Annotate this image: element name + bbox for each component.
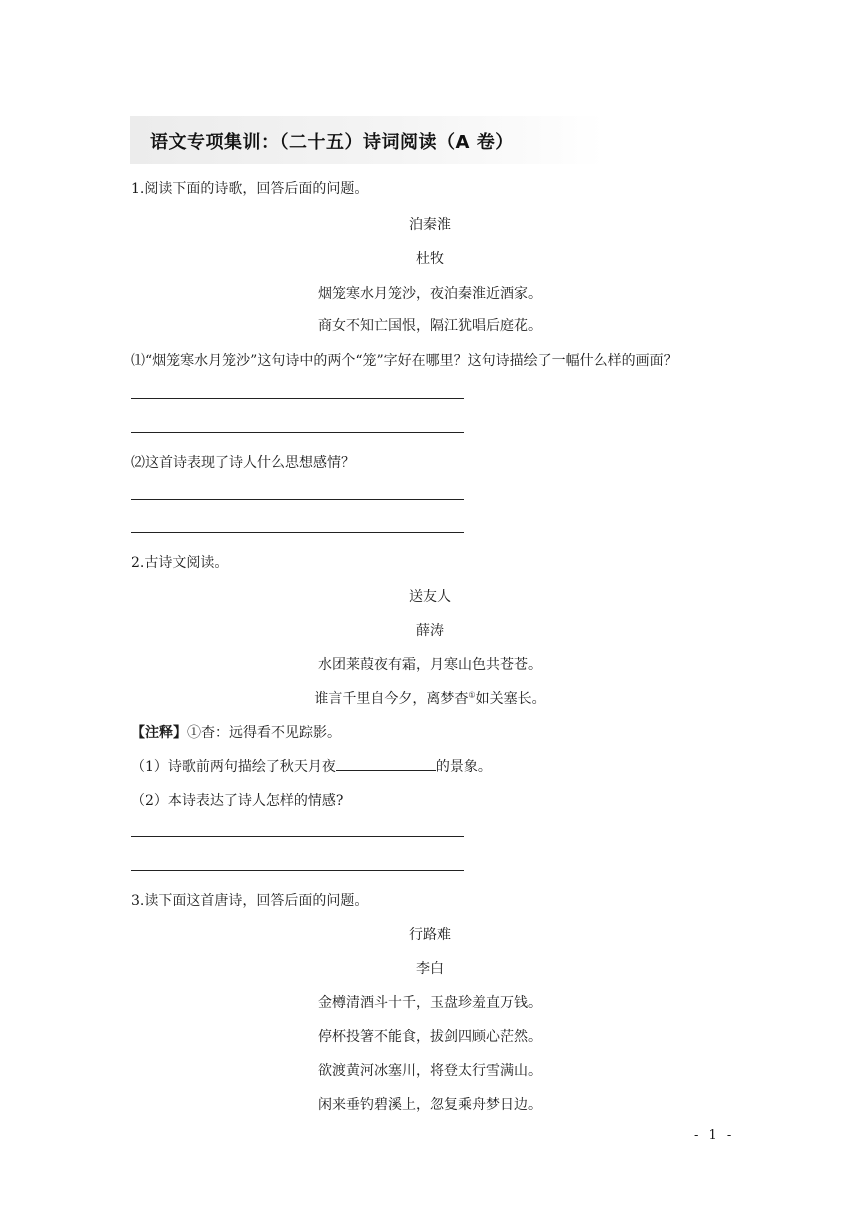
annotation [131, 722, 341, 742]
answer-line[interactable] [131, 870, 464, 871]
poem-2-title: 送友人 [409, 589, 451, 605]
question-1-sub-2: ⑵这首诗表现了诗人什么思想感情？ [131, 455, 355, 471]
poem-1-line: 商女不知亡国恨，隔江犹唱后庭花。 [318, 318, 542, 334]
answer-line[interactable] [131, 836, 464, 837]
poem-3-line: 闲来垂钓碧溪上，忽复乘舟梦日边。 [318, 1097, 542, 1113]
answer-line[interactable] [131, 499, 464, 500]
question-2-sub-1-text: （1）诗歌前两句描绘了秋天月夜 [131, 759, 336, 775]
question-2-sub-2: （2）本诗表达了诗人怎样的情感? [131, 793, 344, 809]
page-title: 语文专项集训：（二十五）诗词阅读（A 卷） [150, 132, 514, 153]
annotation-text: ①杳：远得看不见踪影。 [187, 725, 341, 741]
page-number: - 1 - [694, 1128, 735, 1143]
poem-3-author: 李白 [416, 961, 444, 977]
question-1-sub-1: ⑴“烟笼寒水月笼沙”这句诗中的两个“笼”字好在哪里？这句诗描绘了一幅什么样的画面？ [131, 353, 678, 369]
poem-3-line: 金樽清酒斗十千，玉盘珍羞直万钱。 [318, 995, 542, 1011]
question-2-prompt: 2.古诗文阅读。 [131, 555, 229, 571]
answer-line[interactable] [131, 398, 464, 399]
poem-3-title: 行路难 [409, 927, 451, 943]
question-2-sub-1 [131, 756, 492, 776]
question-3-prompt: 3.读下面这首唐诗，回答后面的问题。 [131, 893, 369, 909]
answer-line[interactable] [131, 532, 464, 533]
fill-in-blank[interactable] [336, 756, 436, 771]
poem-2-line-part: 如关塞长。 [475, 691, 546, 707]
poem-1-title: 泊秦淮 [409, 217, 451, 233]
poem-3-line: 停杯投箸不能食，拔剑四顾心茫然。 [318, 1029, 542, 1045]
question-2-sub-1-text: 的景象。 [435, 759, 492, 775]
poem-2-author: 薛涛 [416, 623, 444, 639]
question-1-prompt: 1.阅读下面的诗歌，回答后面的问题。 [131, 181, 369, 197]
answer-line[interactable] [131, 432, 464, 433]
footnote-marker: ① [468, 690, 476, 700]
poem-2-line [0, 688, 860, 708]
poem-3-line: 欲渡黄河冰塞川，将登太行雪满山。 [318, 1063, 542, 1079]
poem-2-line-part: 谁言千里自今夕，离梦杳 [314, 691, 469, 707]
poem-1-author: 杜牧 [416, 251, 444, 267]
poem-2-line: 水团莱葭夜有霜，月寒山色共苍苍。 [318, 657, 542, 673]
poem-1-line: 烟笼寒水月笼沙，夜泊秦淮近酒家。 [318, 286, 542, 302]
annotation-label: 【注释】 [131, 725, 187, 741]
